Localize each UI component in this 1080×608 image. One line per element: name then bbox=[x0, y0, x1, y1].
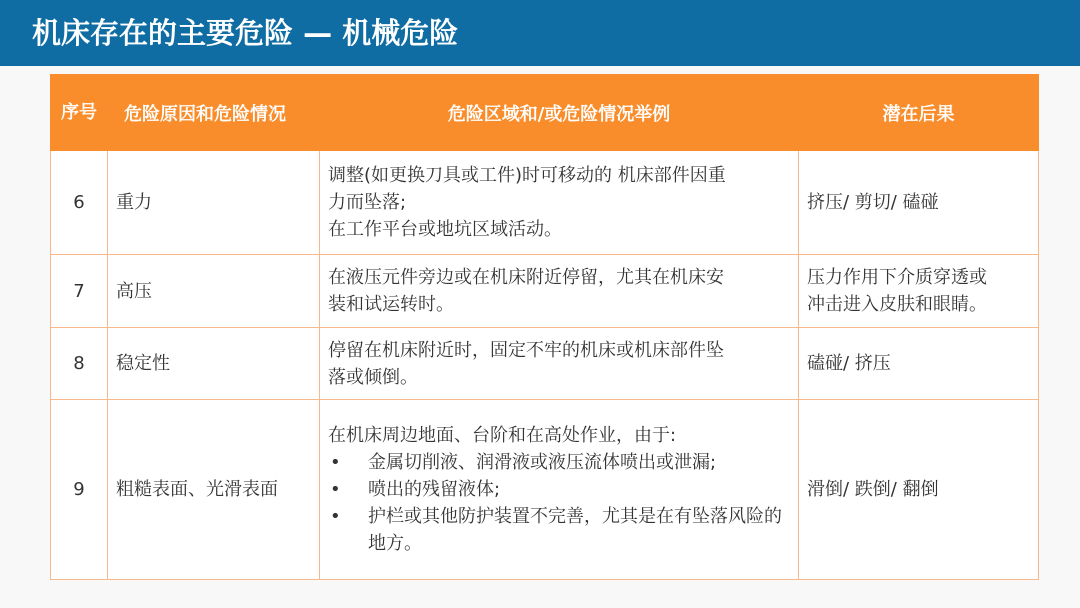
hazard-table bbox=[50, 74, 1039, 580]
consequence-line: 挤压/ 剪切/ 磕碰 bbox=[807, 192, 939, 213]
consequence-line: 滑倒/ 跌倒/ 翻倒 bbox=[807, 479, 939, 500]
consequence-line: 磕碰/ 挤压 bbox=[807, 353, 891, 374]
row-cause: 稳定性 bbox=[108, 328, 320, 400]
example-line: 在液压元件旁边或在机床附近停留，尤其在机床安 bbox=[328, 267, 724, 288]
row-seq: 8 bbox=[51, 328, 108, 400]
slide-title: 机床存在的主要危险 — 机械危险 bbox=[32, 16, 459, 50]
table-row bbox=[51, 328, 1039, 400]
example-line: 调整(如更换刀具或工件)时可移动的 机床部件因重 bbox=[328, 165, 726, 186]
row-seq: 7 bbox=[51, 255, 108, 328]
row-example bbox=[320, 255, 799, 328]
row-example bbox=[320, 328, 799, 400]
header-seq: 序号 bbox=[51, 75, 108, 151]
example-intro: 在机床周边地面、台阶和在高处作业，由于: bbox=[328, 425, 677, 446]
table-row bbox=[51, 151, 1039, 255]
row-seq: 6 bbox=[51, 151, 108, 255]
row-example bbox=[320, 400, 799, 580]
example-line: 在工作平台或地坑区域活动。 bbox=[328, 219, 562, 240]
row-seq: 9 bbox=[51, 400, 108, 580]
header-cause: 危险原因和危险情况 bbox=[108, 75, 320, 151]
example-line: 落或倾倒。 bbox=[328, 366, 418, 388]
row-cause: 粗糙表面、光滑表面 bbox=[108, 400, 320, 580]
example-line: 力而坠落; bbox=[328, 192, 407, 213]
example-bullet: • 护栏或其他防护装置不完善，尤其是在有坠落风险的地方。 bbox=[328, 503, 790, 557]
header-consequence: 潜在后果 bbox=[799, 75, 1039, 151]
consequence-line: 压力作用下介质穿透或 bbox=[807, 267, 987, 288]
title-bar bbox=[0, 0, 1080, 66]
header-example: 危险区域和/或危险情况举例 bbox=[320, 75, 799, 151]
row-example bbox=[320, 151, 799, 255]
row-consequence bbox=[799, 400, 1039, 580]
example-bullet: • 喷出的残留液体; bbox=[328, 476, 790, 503]
consequence-line: 冲击进入皮肤和眼睛。 bbox=[807, 294, 987, 315]
row-consequence bbox=[799, 328, 1039, 400]
example-line: 停留在机床附近时，固定不牢的机床或机床部件坠 bbox=[328, 339, 724, 361]
table-header-row bbox=[51, 75, 1039, 151]
row-consequence bbox=[799, 255, 1039, 328]
table-row bbox=[51, 400, 1039, 580]
row-cause: 高压 bbox=[108, 255, 320, 328]
table-row bbox=[51, 255, 1039, 328]
row-consequence bbox=[799, 151, 1039, 255]
example-bullet: • 金属切削液、润滑液或液压流体喷出或泄漏; bbox=[328, 449, 790, 476]
row-cause: 重力 bbox=[108, 151, 320, 255]
example-line: 装和试运转时。 bbox=[328, 294, 454, 315]
